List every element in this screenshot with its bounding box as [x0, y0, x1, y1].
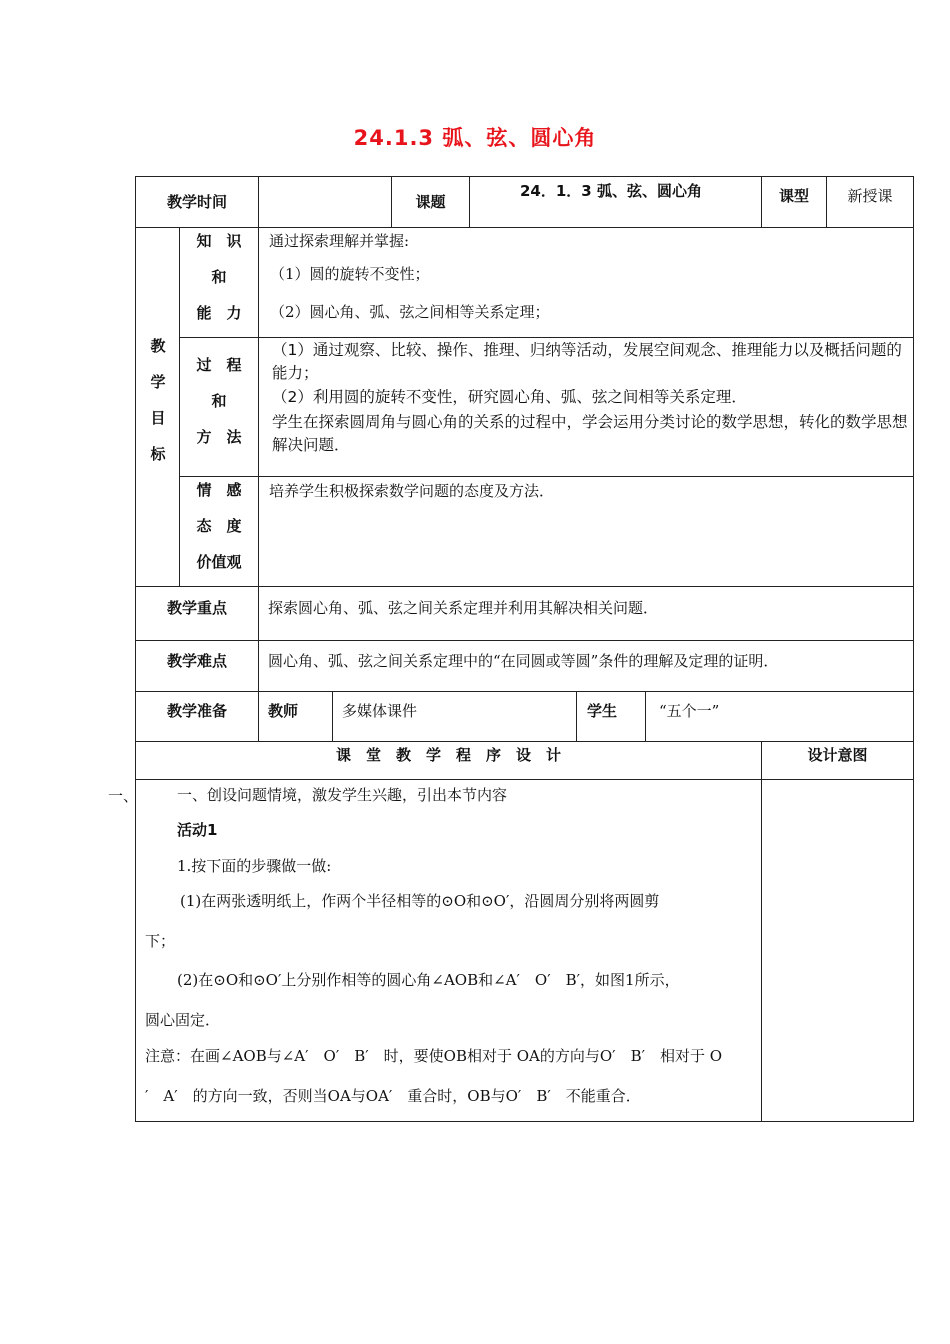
process-label-line: 方 法 — [196, 428, 242, 446]
goals-label-char: 标 — [150, 445, 166, 463]
student-label: 学生 — [587, 702, 618, 720]
process-label-line: 和 — [211, 392, 227, 410]
cell-program-body — [135, 779, 762, 1122]
process-label-line: 过 程 — [196, 356, 242, 374]
teacher-label: 教师 — [268, 702, 299, 720]
intent-header: 设计意图 — [807, 746, 868, 764]
program-header: 课 堂 教 学 程 序 设 计 — [335, 746, 561, 764]
topic-value: 24．1．3 弧、弦、圆心角 — [520, 182, 702, 200]
topic-label: 课题 — [415, 193, 446, 211]
knowledge-line: （1）圆的旋转不变性； — [270, 265, 430, 283]
emotion-label-line: 价值观 — [196, 553, 242, 571]
type-label: 课型 — [778, 187, 809, 205]
difficulty-label: 教学难点 — [166, 652, 227, 670]
margin-mark: 一、 — [108, 787, 139, 805]
difficulty-value: 圆心角、弧、弦之间关系定理中的“在同圆或等圆”条件的理解及定理的证明． — [268, 652, 779, 670]
cell-time-value — [258, 176, 392, 228]
process-line: （2）利用圆的旋转不变性，研究圆心角、弧、弦之间相等关系定理． — [272, 388, 747, 406]
emotion-line: 培养学生积极探索数学问题的态度及方法． — [269, 482, 555, 500]
program-line: 圆心固定． — [145, 1011, 221, 1029]
knowledge-line: （2）圆心角、弧、弦之间相等关系定理； — [270, 303, 550, 321]
emotion-label-line: 情 感 — [196, 481, 242, 499]
cell-intent-body — [761, 779, 914, 1122]
program-line: 注意：在画∠AOB与∠A′ O′ B′ 时，要使OB相对于 OA的方向与O′ B′ 相对于 O — [145, 1047, 723, 1065]
program-line: 下； — [145, 932, 176, 950]
program-line: ′ A′ 的方向一致，否则当OA与OA′ 重合时，OB与O′ B′ 不能重合． — [145, 1087, 641, 1105]
student-value: “五个一” — [659, 702, 720, 720]
goals-label-char: 教 — [150, 337, 166, 355]
program-line: 一、创设问题情境，激发学生兴趣，引出本节内容 — [177, 786, 508, 804]
keypoint-value: 探索圆心角、弧、弦之间关系定理并利用其解决相关问题． — [268, 599, 659, 617]
program-line: (1)在两张透明纸上，作两个半径相等的⊙O和⊙O′，沿圆周分别将两圆剪 — [180, 892, 660, 910]
process-line: 学生在探索圆周角与圆心角的关系的过程中，学会运用分类讨论的数学思想，转化的数学思想解决问题． — [272, 413, 908, 454]
knowledge-label-line: 能 力 — [196, 304, 242, 322]
prep-label: 教学准备 — [166, 702, 227, 720]
program-line: 1.按下面的步骤做一做: — [177, 857, 332, 875]
program-line: 活动1 — [177, 821, 218, 839]
keypoint-label: 教学重点 — [166, 599, 227, 617]
knowledge-label-line: 知 识 — [196, 232, 242, 250]
goals-label — [148, 328, 168, 472]
knowledge-label-line: 和 — [211, 268, 227, 286]
program-line: (2)在⊙O和⊙O′上分别作相等的圆心角∠AOB和∠A′ O′ B′，如图1所示， — [177, 971, 680, 989]
goals-label-char: 学 — [150, 373, 166, 391]
teacher-value: 多媒体课件 — [342, 702, 418, 720]
time-label: 教学时间 — [166, 193, 227, 211]
knowledge-line: 通过探索理解并掌握: — [269, 232, 410, 250]
type-value: 新授课 — [847, 187, 893, 205]
page-title: 24.1.3 弧、弦、圆心角 — [353, 126, 597, 150]
goals-label-char: 目 — [150, 409, 166, 427]
emotion-label-line: 态 度 — [196, 517, 242, 535]
process-line: （1）通过观察、比较、操作、推理、归纳等活动，发展空间观念、推理能力以及概括问题的能力； — [272, 341, 902, 382]
